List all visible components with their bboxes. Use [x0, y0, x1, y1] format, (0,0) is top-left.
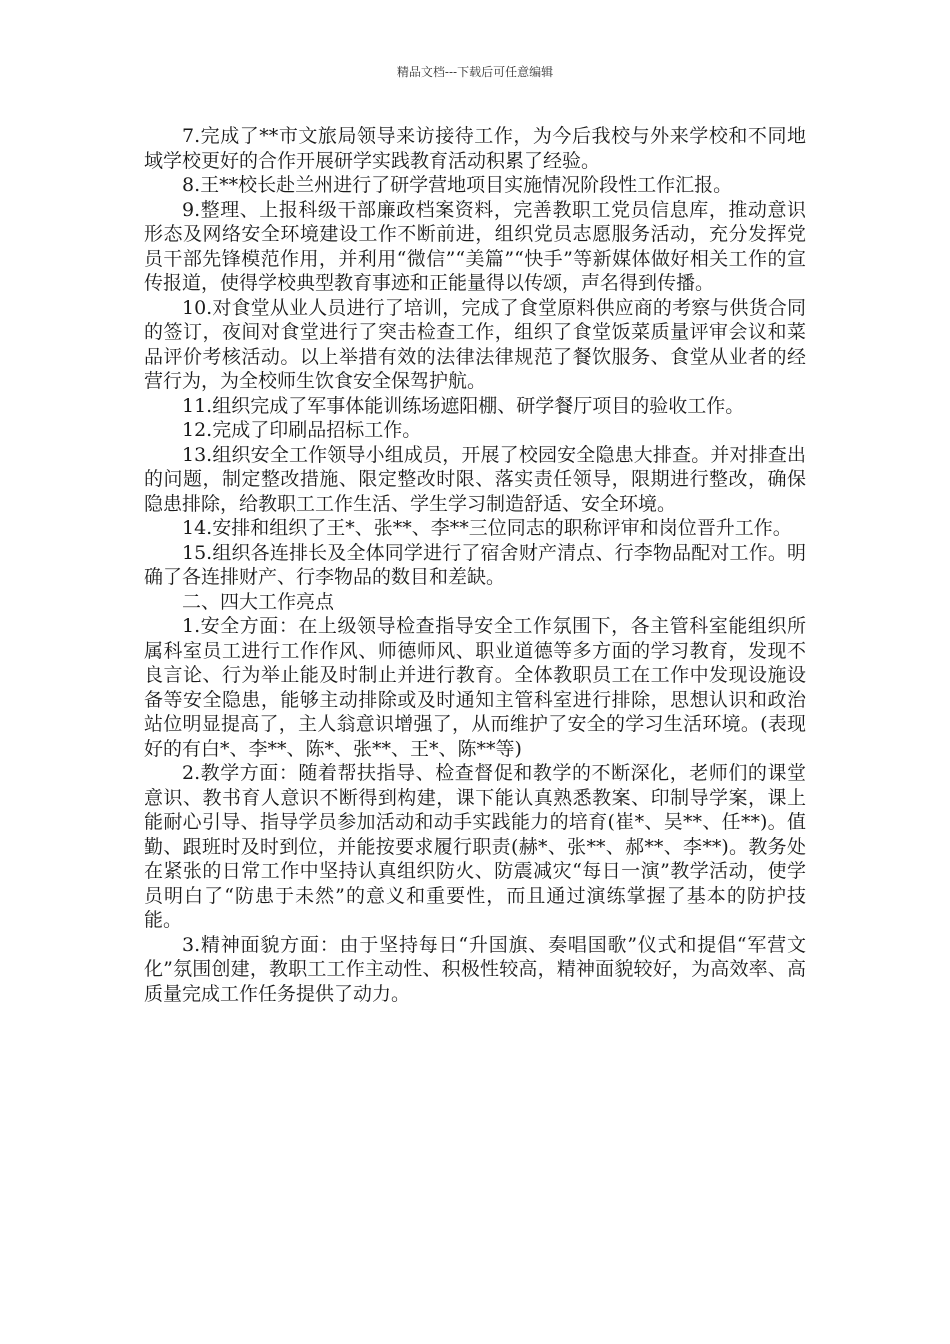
highlight-teaching: 2.教学方面：随着帮扶指导、检查督促和教学的不断深化，老师们的课堂意识、教书育人意识不断得到构建，课下能认真熟悉教案、印制导学案，课上能耐心引导、指导学员参加活动和动手实践能力的培育(崔*、吴**、任**)。值勤、跟班时及时到位，并能按要求履行职责(赫*、张**、郝**、李**)。教务处在紧张的日常工作中坚持认真组织防火、防震减灾“每日一演”教学活动，使学员明白了“防患于未然”的意义和重要性，而且通过演练掌握了基本的防护技能。 [144, 762, 806, 931]
document-body [144, 124, 806, 1006]
paragraph-item-8: 8.王**校长赴兰州进行了研学营地项目实施情况阶段性工作汇报。 [182, 174, 733, 196]
paragraph-item-11: 11.组织完成了军事体能训练场遮阳棚、研学餐厅项目的验收工作。 [182, 394, 745, 417]
paragraph-item-7: 7.完成了**市文旅局领导来访接待工作，为今后我校与外来学校和不同地域学校更好的合作开展研学实践教育活动积累了经验。 [144, 125, 806, 172]
paragraph-item-10: 10.对食堂从业人员进行了培训，完成了食堂原料供应商的考察与供货合同的签订，夜间对食堂进行了突击检查工作，组织了食堂饭菜质量评审会议和菜品评价考核活动。以上举措有效的法律法律规范了餐饮服务、食堂从业者的经营行为，为全校师生饮食安全保驾护航。 [144, 296, 806, 392]
page-header: 精品文档---下载后可任意编辑 [396, 65, 554, 79]
highlight-safety: 1.安全方面：在上级领导检查指导安全工作氛围下，各主管科室能组织所属科室员工进行工作作风、师德师风、职业道德等多方面的学习教育，发现不良言论、行为举止能及时制止并进行教育。全体教职员工在工作中发现设施设备等安全隐患，能够主动排除或及时通知主管科室进行排除，思想认识和政治站位明显提高了，主人翁意识增强了，从而维护了安全的学习生活环境。(表现好的有白*、李**、陈*、张**、王*、陈**等) [144, 615, 806, 760]
paragraph-item-15: 15.组织各连排长及全体同学进行了宿舍财产清点、行李物品配对工作。明确了各连排财产、行李物品的数目和差缺。 [144, 541, 806, 588]
paragraph-item-13: 13.组织安全工作领导小组成员，开展了校园安全隐患大排查。并对排查出的问题，制定整改措施、限定整改时限、落实责任领导，限期进行整改，确保隐患排除，给教职工工作生活、学生学习制造舒适、安全环境。 [144, 443, 806, 515]
highlight-morale: 3.精神面貌方面：由于坚持每日“升国旗、奏唱国歌”仪式和提倡“军营文化”氛围创建，教职工工作主动性、积极性较高，精神面貌较好，为高效率、高质量完成工作任务提供了动力。 [144, 933, 806, 1005]
section-heading: 二、四大工作亮点 [182, 590, 335, 613]
paragraph-item-12: 12.完成了印刷品招标工作。 [182, 419, 422, 441]
paragraph-item-9: 9.整理、上报科级干部廉政档案资料，完善教职工党员信息库，推动意识形态及网络安全环境建设工作不断前进，组织党员志愿服务活动，充分发挥党员干部先锋模范作用，并利用“微信”“美篇”“快手”等新媒体做好相关工作的宣传报道，使得学校典型教育事迹和正能量得以传颂，声名得到传播。 [144, 198, 806, 294]
paragraph-item-14: 14.安排和组织了王*、张**、李**三位同志的职称评审和岗位晋升工作。 [182, 517, 792, 539]
